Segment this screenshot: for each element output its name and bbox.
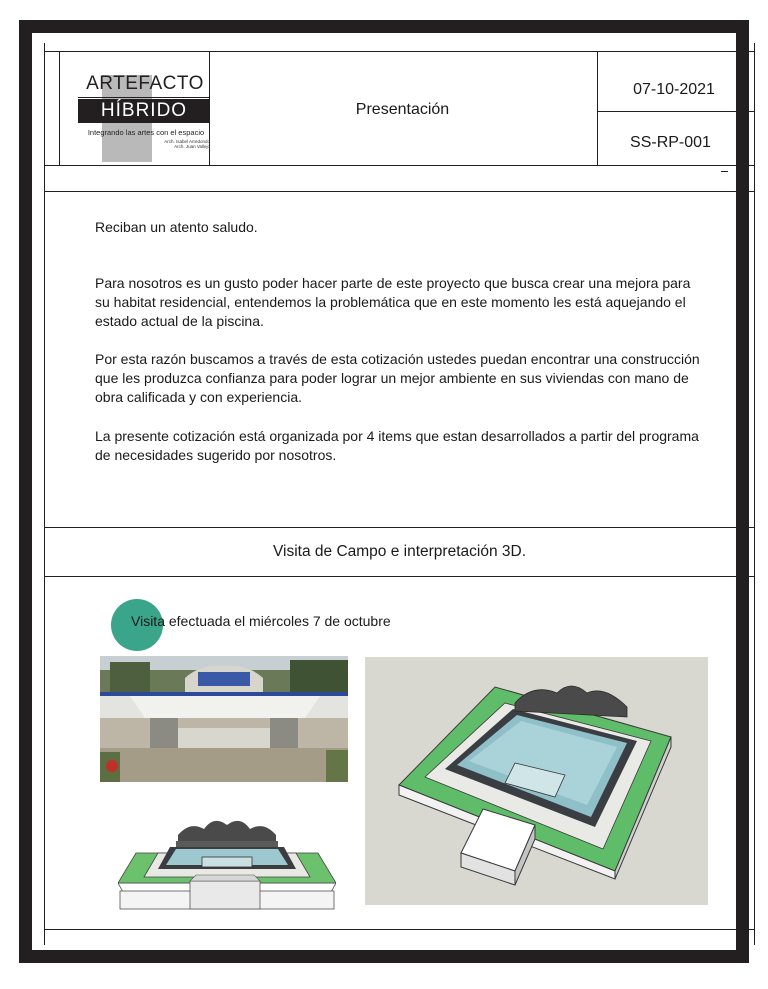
greeting: Reciban un atento saludo.: [95, 219, 258, 235]
header-bottom-rule: [45, 165, 754, 166]
footer-rule: [45, 929, 754, 930]
logo-cell: [59, 51, 210, 165]
document-date: 07-10-2021: [633, 81, 715, 98]
logo-line-1: ARTEFACTO: [86, 73, 204, 94]
body-top-rule: [45, 191, 754, 192]
visit-note: Visita efectuada el miércoles 7 de octubre: [131, 613, 391, 629]
paragraph-3: La presente cotización está organizada por 4 items que estan desarrollados a partir del programa de necesidades sugerido por nosotros.: [95, 428, 699, 463]
logo-rule: [78, 97, 210, 98]
logo-tagline: Integrando las artes con el espacio: [87, 128, 205, 137]
page-inner: [44, 43, 755, 945]
logo-author-2: Arch. Juan Vallejo: [174, 144, 210, 149]
page-frame: [19, 20, 749, 963]
document-code: SS-RP-001: [630, 134, 711, 151]
section-bottom-rule: [45, 576, 754, 577]
pool-3d-perspective-render: [365, 657, 708, 905]
paragraph-1: Para nosotros es un gusto poder hacer parte de este proyecto que busca crear una mejora para su habitat residencial, entendemos la problemática que en este momento les está aquejando el estado actual de la piscina.: [95, 275, 691, 329]
header-meta-divider: [598, 111, 755, 112]
section-title: Visita de Campo e interpretación 3D.: [272, 543, 527, 560]
logo-author-1: Arch. Isabel Arredondo: [164, 139, 210, 144]
logo-line-2: HÍBRIDO: [100, 100, 188, 121]
code-underline-mark: [721, 171, 728, 172]
pool-photo: [100, 656, 348, 782]
document-title: Presentación: [355, 101, 450, 118]
pool-3d-front-render: [118, 795, 336, 911]
logo-authors: [100, 139, 210, 149]
paragraph-2: Por esta razón buscamos a través de esta cotización ustedes puedan encontrar una construcción que les produzca confianza para poder lograr un mejor ambiente en sus viviendas con mano de obra calificada y con experiencia.: [95, 351, 700, 405]
section-top-rule: [45, 527, 754, 528]
header-meta-cell: [597, 51, 755, 165]
